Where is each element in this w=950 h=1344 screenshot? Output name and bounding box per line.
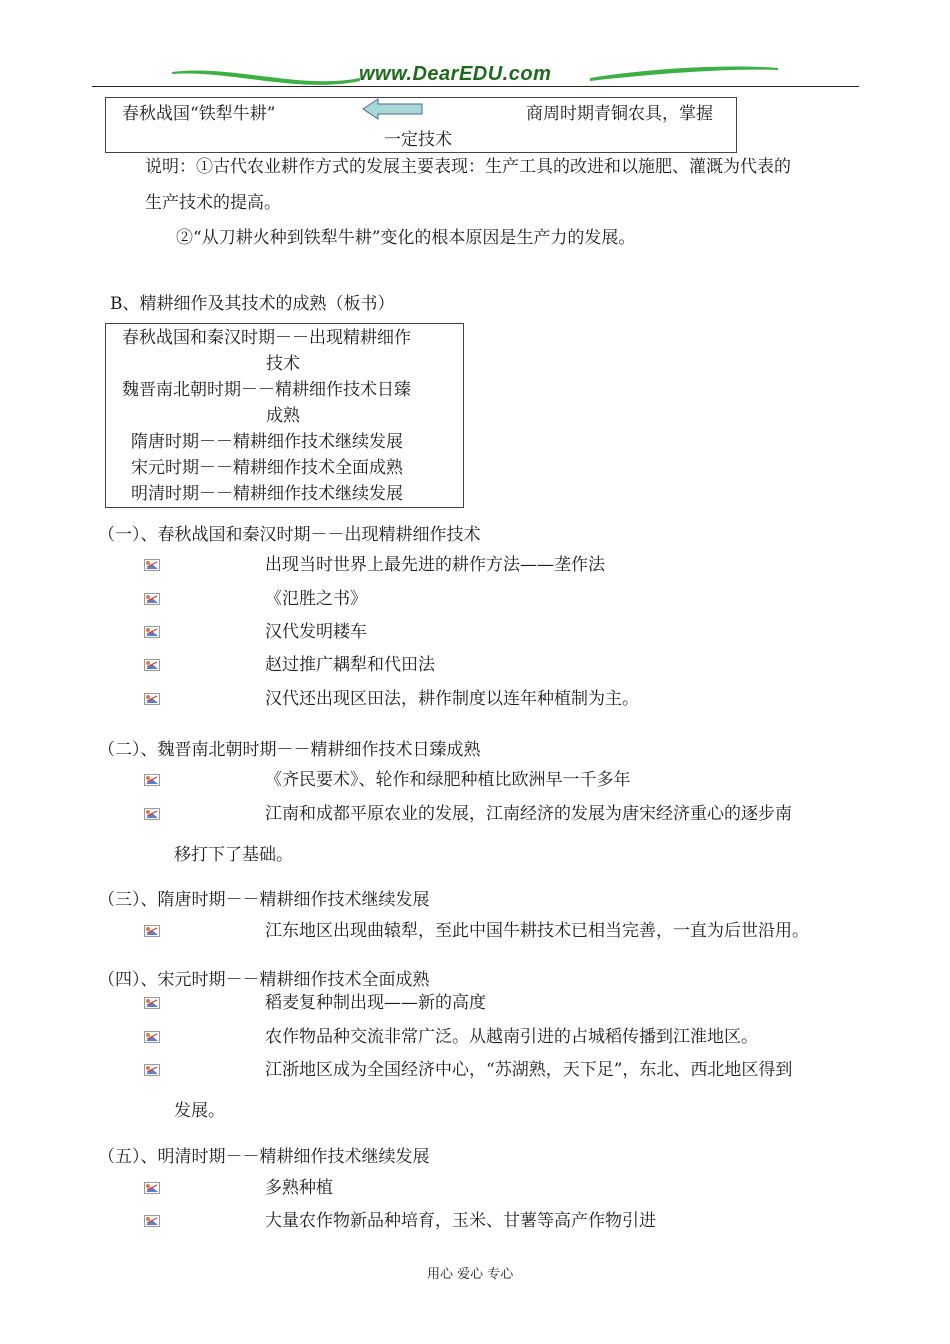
box1-right-cont: 一定技术 (384, 130, 452, 150)
list-item: 江浙地区成为全国经济中心，“苏湖熟，天下足”，东北、西北地区得到 (265, 1060, 793, 1080)
section-heading-3: （三）、隋唐时期－－精耕细作技术继续发展 (98, 890, 430, 910)
note-line-3: ②“从刀耕火种到铁犁牛耕”变化的根本原因是生产力的发展。 (176, 228, 636, 248)
list-item: 《氾胜之书》 (265, 589, 367, 609)
list-item: 多熟种植 (265, 1178, 333, 1198)
section-heading-4: （四）、宋元时期－－精耕细作技术全面成熟 (98, 970, 430, 990)
list-item: 赵过推广耦犁和代田法 (265, 655, 435, 675)
list-item: 江南和成都平原农业的发展，江南经济的发展为唐宋经济重心的逐步南 (265, 804, 792, 824)
header-logo-text[interactable]: www.DearEDU.com (359, 63, 552, 85)
section-b-title: B、精耕细作及其技术的成熟（板书） (110, 294, 395, 314)
left-arrow-icon (362, 98, 424, 120)
note-line-2: 生产技术的提高。 (145, 193, 281, 213)
broken-image-icon (144, 559, 160, 571)
footer-text: 用心 爱心 专心 (427, 1267, 514, 1282)
box1-right-text: 商周时期青铜农具，掌握 (526, 104, 713, 124)
box2-line: 宋元时期－－精耕细作技术全面成熟 (131, 458, 403, 478)
section-heading-1: （一）、春秋战国和秦汉时期－－出现精耕细作技术 (98, 525, 481, 545)
broken-image-icon (144, 925, 160, 937)
broken-image-icon (144, 808, 160, 820)
list-item: 江东地区出现曲辕犁，至此中国牛耕技术已相当完善，一直为后世沿用。 (265, 921, 809, 941)
broken-image-icon (144, 1064, 160, 1076)
list-item: 农作物品种交流非常广泛。从越南引进的占城稻传播到江淮地区。 (265, 1027, 758, 1047)
list-item-continuation: 发展。 (174, 1101, 225, 1121)
box2-line: 春秋战国和秦汉时期－－出现精耕细作 (122, 328, 411, 348)
box2-line: 魏晋南北朝时期－－精耕细作技术日臻 (122, 380, 411, 400)
list-item: 出现当时世界上最先进的耕作方法——垄作法 (265, 555, 605, 575)
box2-line: 明清时期－－精耕细作技术继续发展 (131, 484, 403, 504)
section-heading-2: （二）、魏晋南北朝时期－－精耕细作技术日臻成熟 (98, 740, 481, 760)
note-line-1: 说明：①古代农业耕作方式的发展主要表现：生产工具的改进和以施肥、灌溉为代表的 (145, 157, 791, 177)
list-item: 汉代还出现区田法，耕作制度以连年种植制为主。 (265, 689, 639, 709)
broken-image-icon (144, 659, 160, 671)
list-item-continuation: 移打下了基础。 (174, 845, 293, 865)
box2-line: 技术 (266, 354, 300, 374)
broken-image-icon (144, 774, 160, 786)
list-item: 汉代发明耧车 (265, 622, 367, 642)
section-heading-5: （五）、明清时期－－精耕细作技术继续发展 (98, 1147, 430, 1167)
list-item: 大量农作物新品种培育，玉米、甘薯等高产作物引进 (265, 1211, 656, 1231)
broken-image-icon (144, 997, 160, 1009)
box1-left-text: 春秋战国“铁犁牛耕” (122, 104, 276, 124)
list-item: 稻麦复种制出现——新的高度 (265, 993, 486, 1013)
broken-image-icon (144, 693, 160, 705)
box2-line: 隋唐时期－－精耕细作技术继续发展 (131, 432, 403, 452)
box2-line: 成熟 (266, 406, 300, 426)
list-item: 《齐民要术》、轮作和绿肥种植比欧洲早一千多年 (265, 770, 631, 790)
broken-image-icon (144, 1182, 160, 1194)
header-rule (92, 86, 859, 87)
broken-image-icon (144, 593, 160, 605)
broken-image-icon (144, 626, 160, 638)
broken-image-icon (144, 1215, 160, 1227)
broken-image-icon (144, 1031, 160, 1043)
